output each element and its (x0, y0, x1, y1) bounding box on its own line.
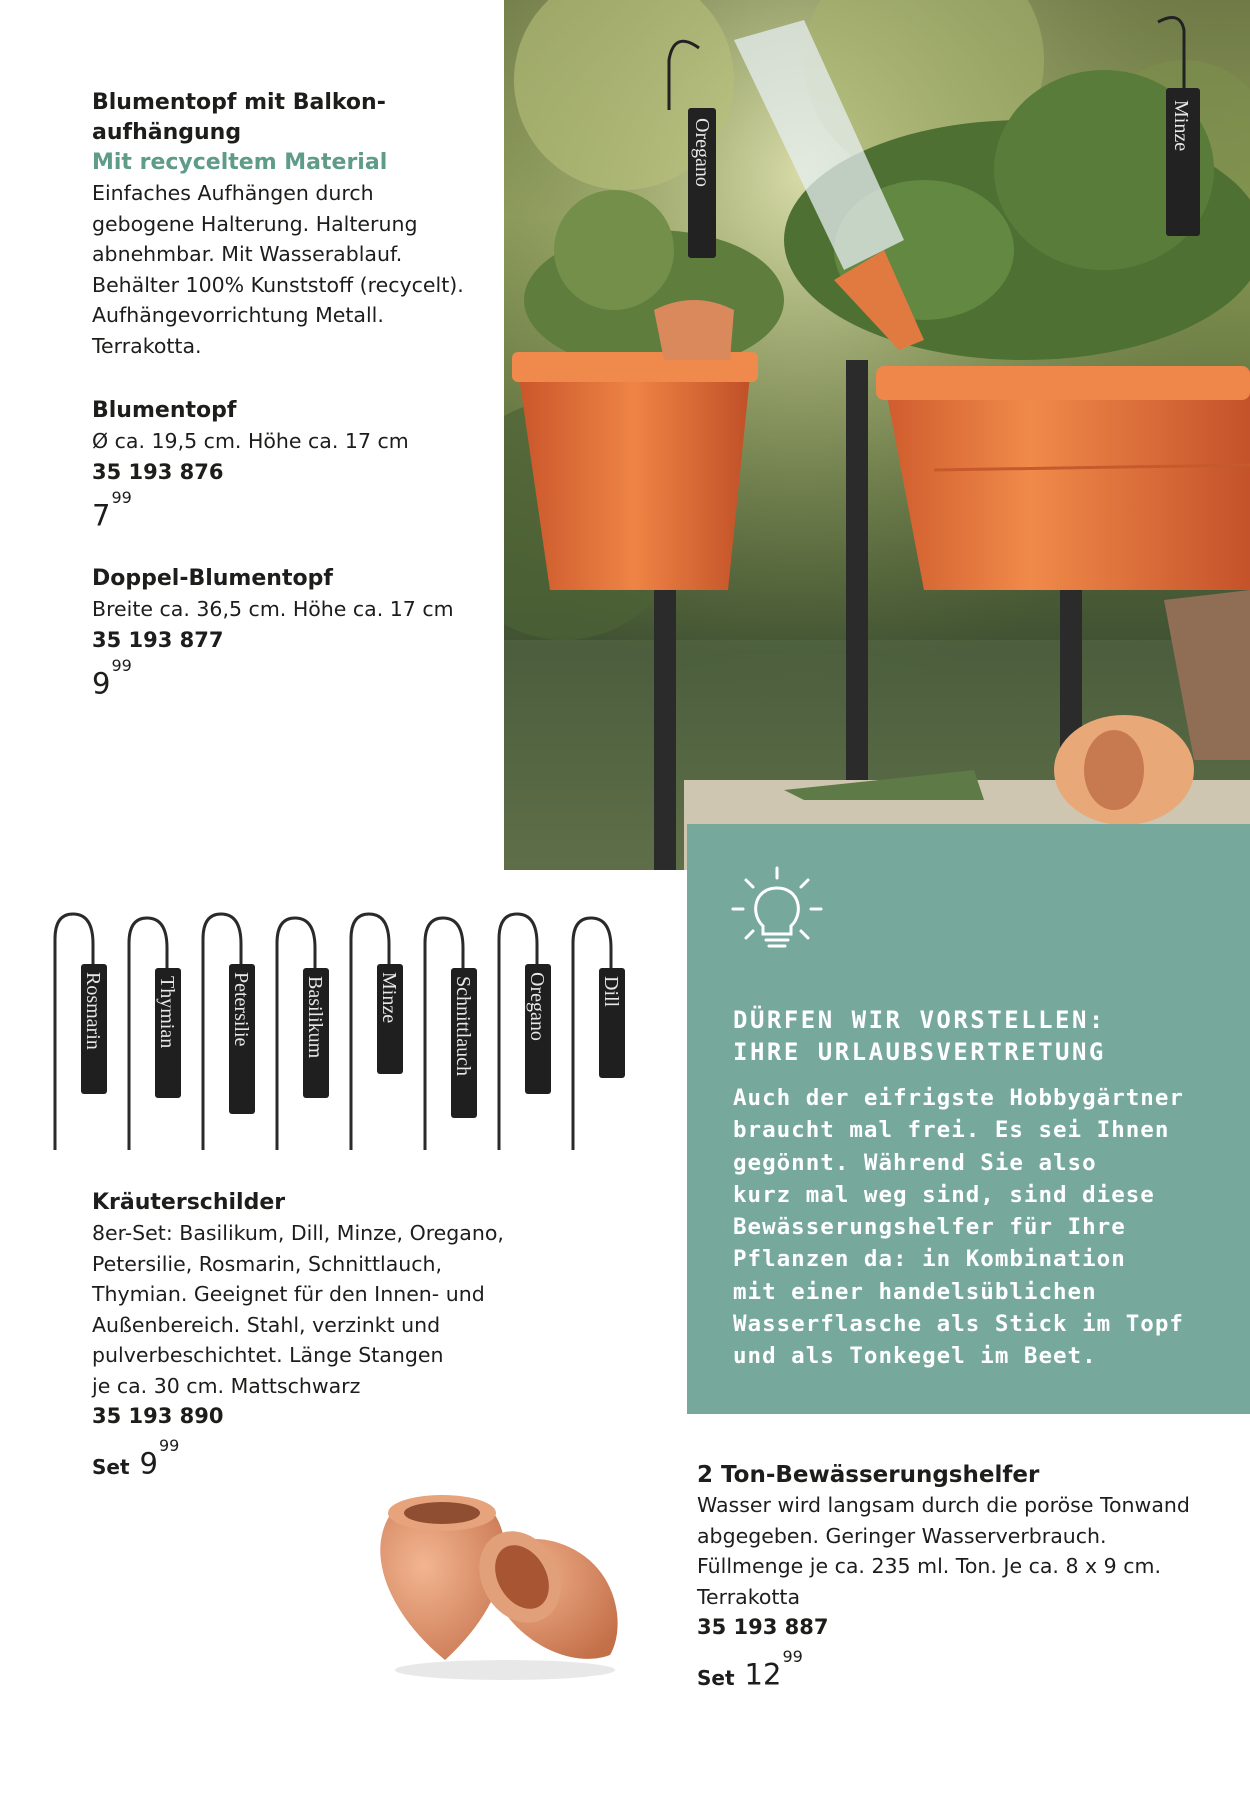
herb-sign-label: Minze (378, 972, 400, 1024)
herb-sign-rosmarin (55, 914, 107, 1150)
tip-title-line1: DÜRFEN WIR VORSTELLEN: (733, 1006, 1106, 1034)
signs-product-block (92, 1188, 572, 1484)
variant2-price-main: 9 (92, 666, 111, 701)
variant2-name: Doppel-Blumentopf (92, 566, 333, 591)
variant-blumentopf (92, 396, 492, 532)
herb-sign-label: Thymian (156, 976, 178, 1049)
clay-sku: 35 193 887 (697, 1615, 829, 1639)
clay-desc-1: Wasser wird langsam durch die poröse Tonwand (697, 1493, 1190, 1517)
variant2-sku: 35 193 877 (92, 627, 224, 652)
clay-set-label: Set (697, 1665, 735, 1690)
pots-desc-3: abnehmbar. Mit Wasserablauf. (92, 242, 403, 266)
signs-price-main: 9 (139, 1446, 158, 1481)
signs-set-label: Set (92, 1454, 130, 1479)
variant1-price-main: 7 (92, 498, 111, 533)
variant2-price (92, 655, 512, 701)
clay-price (697, 1647, 1237, 1695)
garden-photo (504, 0, 1250, 870)
variant2-dims: Breite ca. 36,5 cm. Höhe ca. 17 cm (92, 597, 454, 621)
photo-sign-oregano: Oregano (691, 118, 713, 187)
signs-title: Kräuterschilder (92, 1190, 286, 1215)
herb-sign-minze (351, 914, 403, 1150)
signs-desc-2: Petersilie, Rosmarin, Schnittlauch, (92, 1251, 443, 1276)
herb-sign-thymian (129, 918, 181, 1150)
variant1-dims: Ø ca. 19,5 cm. Höhe ca. 17 cm (92, 429, 409, 453)
herb-sign-petersilie (203, 914, 255, 1150)
clay-title: 2 Ton-Bewässerungshelfer (697, 1462, 1040, 1488)
garden-photo-illustration (504, 0, 1250, 870)
herb-sign-label: Oregano (526, 972, 548, 1041)
lightbulb-icon (730, 864, 825, 959)
herb-signs-illustration (40, 900, 660, 1160)
clay-desc-2: abgegeben. Geringer Wasserverbrauch. (697, 1523, 1107, 1548)
variant1-name: Blumentopf (92, 398, 237, 423)
clay-desc-3: Füllmenge je ca. 235 ml. Ton. Je ca. 8 x 9 cm. (697, 1554, 1161, 1578)
pots-title-line1: Blumentopf mit Balkon- (92, 90, 386, 115)
pots-title-line2: aufhängung (92, 120, 242, 145)
clay-helpers-illustration (370, 1465, 640, 1685)
herb-sign-label: Basilikum (304, 976, 326, 1059)
herb-sign-dill (573, 918, 625, 1150)
pots-desc-4: Behälter 100% Kunststoff (recycelt). (92, 272, 464, 297)
signs-desc-3: Thymian. Geeignet für den Innen- und (92, 1282, 485, 1306)
herb-sign-basilikum (277, 918, 329, 1150)
signs-desc-4: Außenbereich. Stahl, verzinkt und (92, 1312, 441, 1337)
clay-helpers-image (370, 1465, 640, 1685)
pots-product-block (92, 88, 492, 361)
signs-sku: 35 193 890 (92, 1404, 224, 1428)
herb-signs-image (40, 900, 660, 1160)
variant1-price-cents: 99 (111, 487, 132, 507)
pots-desc-1: Einfaches Aufhängen durch (92, 181, 374, 205)
tip-title-line2: IHRE URLAUBSVERTRETUNG (733, 1038, 1106, 1066)
pots-desc-5: Aufhängevorrichtung Metall. (92, 303, 384, 327)
herb-sign-label: Schnittlauch (452, 976, 474, 1076)
herb-sign-schnittlauch (425, 918, 477, 1150)
signs-desc-6: je ca. 30 cm. Mattschwarz (92, 1373, 361, 1398)
herb-sign-label: Rosmarin (82, 972, 104, 1050)
clay-desc-4: Terrakotta (697, 1584, 801, 1609)
signs-price-cents: 99 (158, 1436, 180, 1455)
signs-desc-1: 8er-Set: Basilikum, Dill, Minze, Oregano, (92, 1221, 504, 1245)
signs-desc-5: pulverbeschichtet. Länge Stangen (92, 1343, 444, 1367)
tip-text: Auch der eifrigste Hobbygärtner braucht mal frei. Es sei Ihnen gegönnt. Während Sie also kurz mal weg sind, sind diese Bewässerungshelfer für Ihre Pflanzen da: in Kombination mit einer handelsüblichen Wasserflasche als Stick im Topf und als Tonkegel im Beet. (733, 1085, 1184, 1370)
variant1-price (92, 487, 492, 533)
variant1-sku: 35 193 876 (92, 459, 224, 484)
pots-desc-6: Terrakotta. (92, 333, 202, 358)
herb-sign-label: Petersilie (230, 972, 252, 1047)
variant2-price-cents: 99 (111, 655, 132, 675)
pots-desc-2: gebogene Halterung. Halterung (92, 211, 418, 236)
clay-product-block (697, 1460, 1237, 1695)
herb-sign-oregano (499, 914, 551, 1150)
photo-sign-minze: Minze (1170, 100, 1192, 152)
pots-highlight: Mit recyceltem Material (92, 150, 388, 175)
tip-box (687, 824, 1250, 1414)
clay-price-main: 12 (744, 1657, 782, 1692)
herb-sign-label: Dill (600, 976, 622, 1008)
variant-doppel-blumentopf (92, 564, 512, 700)
clay-price-cents: 99 (782, 1647, 803, 1666)
tip-title (733, 1004, 1233, 1068)
